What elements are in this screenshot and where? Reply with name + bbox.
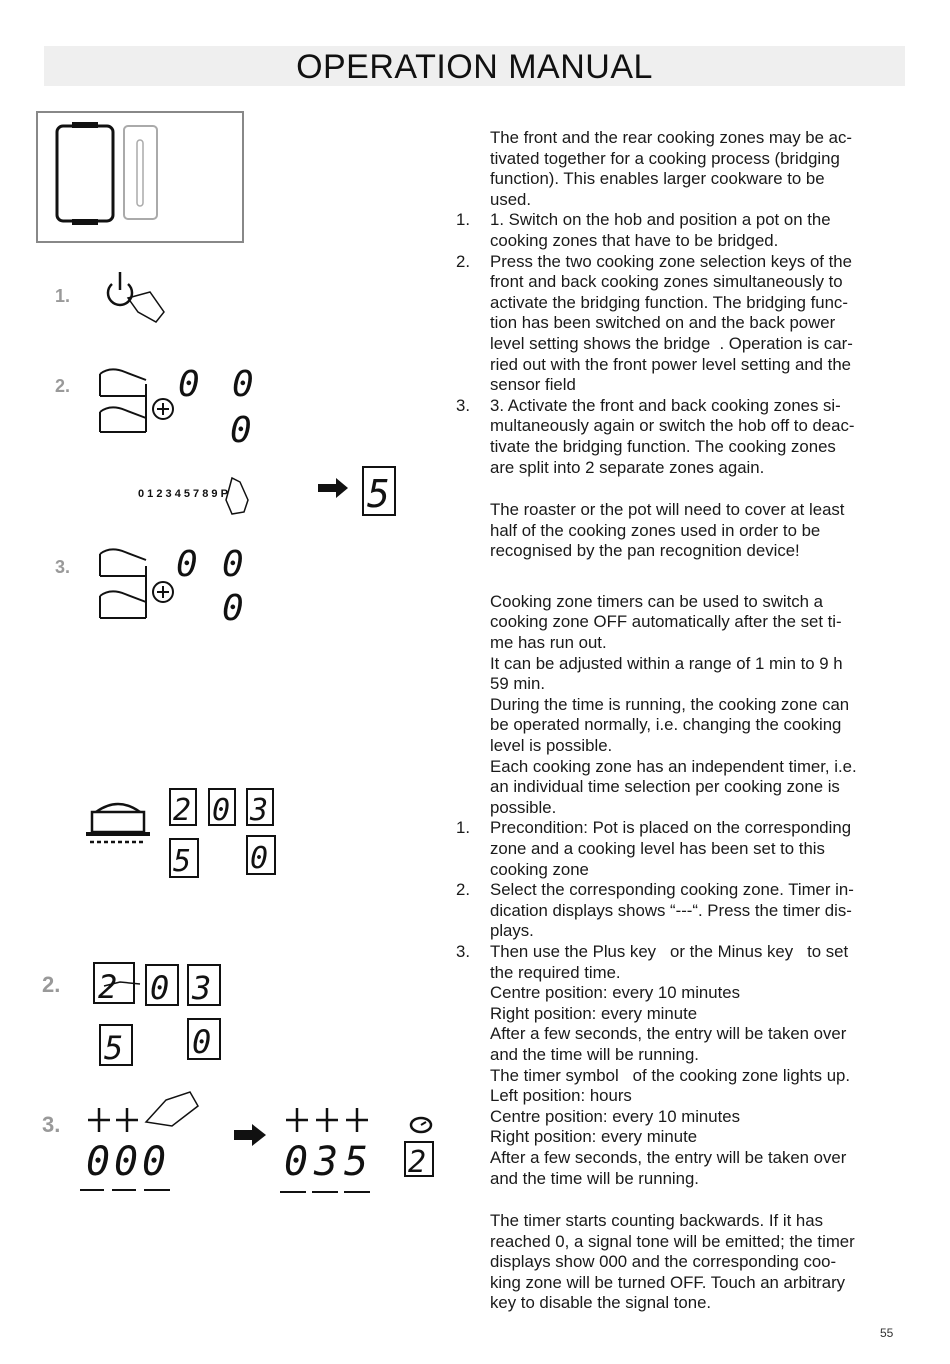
display-digit: 5 bbox=[367, 472, 390, 516]
display-digit: 5 bbox=[344, 1139, 369, 1185]
display-digit: 3 bbox=[314, 1139, 339, 1185]
bridging-intro: The front and the rear cooking zones may be ac- tivated together for a cooking process (bridging function). This enables larger cookware to be used. bbox=[490, 128, 852, 209]
display-digit: 0 bbox=[232, 364, 254, 405]
timer-step: 2. Select the corresponding cooking zone. Timer in- dication displays shows “---“. Press the timer dis- plays. bbox=[456, 880, 854, 941]
pot-icon bbox=[86, 804, 150, 842]
display-digit: 0 bbox=[212, 793, 231, 828]
step-label: 2. bbox=[42, 972, 61, 997]
timer-step: 3. Then use the Plus key or the Minus key to set the required time. Centre position: every 10 minutes Right position: every minute After a few seconds, the entry will be taken over and the time will be running. The timer symbol of the cooking zone lights up. Left position: hours Centre position: every 10 minutes Right position: every minute After a few seconds, the entry will be taken over and the time will be running. bbox=[456, 941, 851, 1188]
bridging-step: 1. 1. Switch on the hob and position a pot on the cooking zones that have to be bridged. bbox=[456, 210, 831, 250]
display-digit: 2 bbox=[408, 1145, 427, 1180]
display-digit: 0 bbox=[250, 841, 269, 876]
display-digit: 5 bbox=[104, 1029, 124, 1067]
hob-diagram bbox=[37, 112, 243, 242]
illustration-column bbox=[0, 0, 450, 1230]
plus-keys-after bbox=[286, 1108, 368, 1132]
bridging-step: 3. 3. Activate the front and back cooking zones si- multaneously again or switch the hob off to deac- tivate the bridging function. The cooking zones are split into 2 separate zones again. bbox=[456, 395, 855, 477]
display-digit: 0 bbox=[284, 1139, 309, 1185]
display-digit: 2 bbox=[173, 793, 192, 828]
timers-note: The timer starts counting backwards. If it has reached 0, a signal tone will be emitted; the timer displays show 000 and the corresponding coo- king zone will be turned OFF. Touch an arbitrary key to disable the signal tone. bbox=[490, 1211, 855, 1313]
text-column bbox=[456, 128, 904, 1314]
step-label: 3. bbox=[55, 557, 71, 577]
display-digit: 3 bbox=[192, 969, 212, 1007]
display-digit: 0 bbox=[142, 1139, 167, 1185]
display-digit: 0 bbox=[222, 588, 244, 629]
display-digit: 2 bbox=[98, 968, 118, 1006]
arrow-right-icon bbox=[234, 1124, 266, 1146]
page-title: OPERATION MANUAL bbox=[296, 48, 653, 86]
step-label: 3. bbox=[42, 1112, 61, 1137]
display-digit: 0 bbox=[150, 969, 170, 1007]
display-digit: 0 bbox=[230, 410, 252, 451]
arrow-right-icon bbox=[318, 478, 348, 498]
power-level-scale: 0 1 2 3 4 5 7 8 9 P bbox=[138, 488, 228, 500]
plus-keys-before bbox=[88, 1092, 198, 1132]
display-digit: 0 bbox=[176, 544, 198, 585]
display-digit: 0 bbox=[86, 1139, 111, 1185]
bridging-note: The roaster or the pot will need to cover at least half of the cooking zones used in order to be recognised by the pan recognition device! bbox=[490, 500, 845, 561]
page-number: 55 bbox=[880, 1326, 894, 1340]
display-digit: 0 bbox=[222, 544, 244, 585]
step-label: 1. bbox=[55, 286, 71, 306]
timers-intro: Cooking zone timers can be used to switch a cooking zone OFF automatically after the set ti- me has run out. It can be adjusted within a range of 1 min to 9 h 59 min. During the time is running, the cooking zone can be operated normally, i.e. changing the cooking level is possible. Each cooking zone has an independent timer, i.e. an individual time selection per cooking zone is possible. bbox=[490, 591, 857, 817]
step-label: 2. bbox=[55, 376, 71, 396]
display-digit: 3 bbox=[250, 793, 269, 828]
bridge-zones-top bbox=[100, 369, 173, 432]
power-icon bbox=[108, 272, 164, 322]
bridging-step: 2. Press the two cooking zone selection keys of the front and back cooking zones simultaneously to activate the bridging function. The bridging func- tion has been switched on and the back power level setting shows the bridge . Operation is car- ried out with the front power level setting and the sensor field bbox=[456, 251, 853, 395]
timer-step: 1. Precondition: Pot is placed on the corresponding zone and a cooking level has been set to this cooking zone bbox=[456, 818, 852, 879]
finger-icon bbox=[226, 478, 248, 514]
display-digit: 5 bbox=[173, 844, 192, 879]
display-digit: 0 bbox=[178, 364, 200, 405]
bridge-zones-bottom bbox=[100, 549, 173, 618]
timer-icon bbox=[411, 1118, 431, 1132]
display-digit: 0 bbox=[114, 1139, 139, 1185]
display-digit: 0 bbox=[192, 1023, 212, 1061]
